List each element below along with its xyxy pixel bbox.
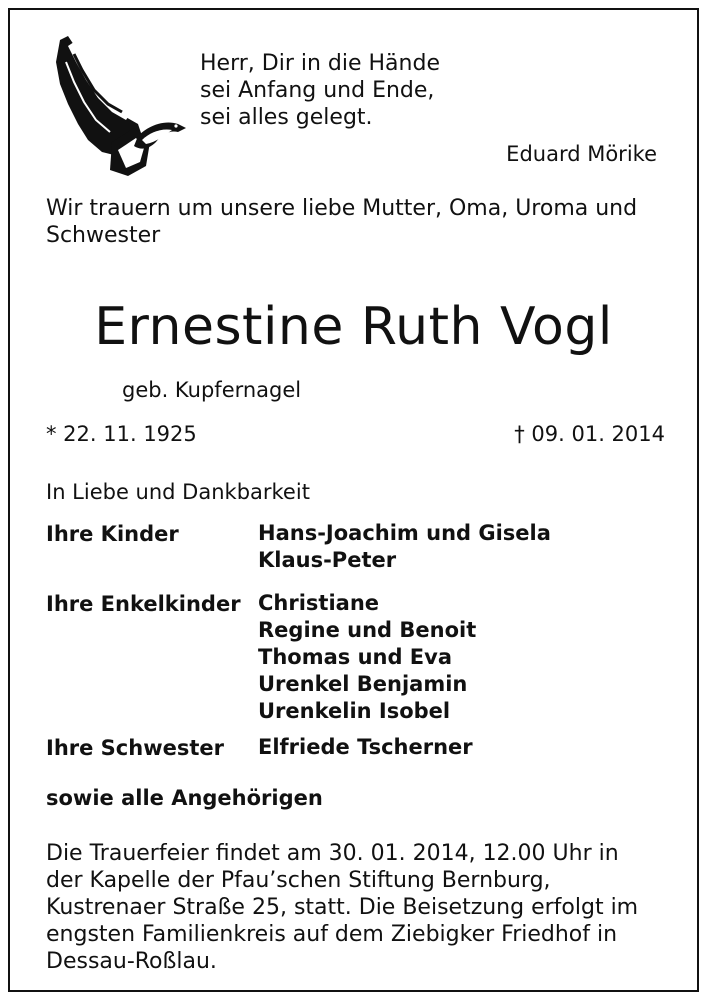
sister-names <box>258 734 473 761</box>
family-name: Klaus-Peter <box>258 548 397 572</box>
birth-name: geb. Kupfernagel <box>122 378 302 402</box>
family-name: Elfriede Tscherner <box>258 735 473 759</box>
relation-sister: Ihre Schwester <box>46 736 224 760</box>
obituary-notice <box>8 8 699 992</box>
notice-line: engsten Familienkreis auf dem Ziebigker Friedhof in <box>46 922 618 947</box>
family-name: Regine und Benoit <box>258 618 477 642</box>
funeral-notice <box>46 840 686 975</box>
family-name: Urenkel Benjamin <box>258 672 468 696</box>
relation-grandchildren: Ihre Enkelkinder <box>46 592 241 616</box>
grandchildren-names <box>258 590 476 725</box>
family-name: Urenkelin Isobel <box>258 699 451 723</box>
death-date: † 09. 01. 2014 <box>514 422 665 446</box>
notice-line: Dessau-Roßlau. <box>46 949 217 974</box>
family-name: Christiane <box>258 591 380 615</box>
notice-line: Die Trauerfeier findet am 30. 01. 2014, 12.00 Uhr in <box>46 841 619 866</box>
relatives-line: sowie alle Angehörigen <box>46 786 323 810</box>
deceased-name: Ernestine Ruth Vogl <box>94 297 613 357</box>
quote-text <box>200 50 440 131</box>
birth-date: * 22. 11. 1925 <box>46 422 197 446</box>
quote-line: sei alles gelegt. <box>200 105 373 130</box>
intro-line: Wir trauern um unsere liebe Mutter, Oma, Uroma und <box>46 196 638 221</box>
quote-author: Eduard Mörike <box>506 142 657 166</box>
quote-line: Herr, Dir in die Hände <box>200 51 440 76</box>
notice-line: der Kapelle der Pfau’schen Stiftung Bernburg, <box>46 868 551 893</box>
intro-text <box>46 195 676 249</box>
gratitude-line: In Liebe und Dankbarkeit <box>46 480 310 504</box>
notice-line: Kustrenaer Straße 25, statt. Die Beisetzung erfolgt im <box>46 895 639 920</box>
family-name: Hans-Joachim und Gisela <box>258 521 551 545</box>
family-name: Thomas und Eva <box>258 645 453 669</box>
relation-children: Ihre Kinder <box>46 522 179 546</box>
quote-line: sei Anfang und Ende, <box>200 78 435 103</box>
children-names <box>258 520 551 574</box>
intro-line: Schwester <box>46 223 161 248</box>
praying-hands-dove-icon <box>38 32 190 182</box>
